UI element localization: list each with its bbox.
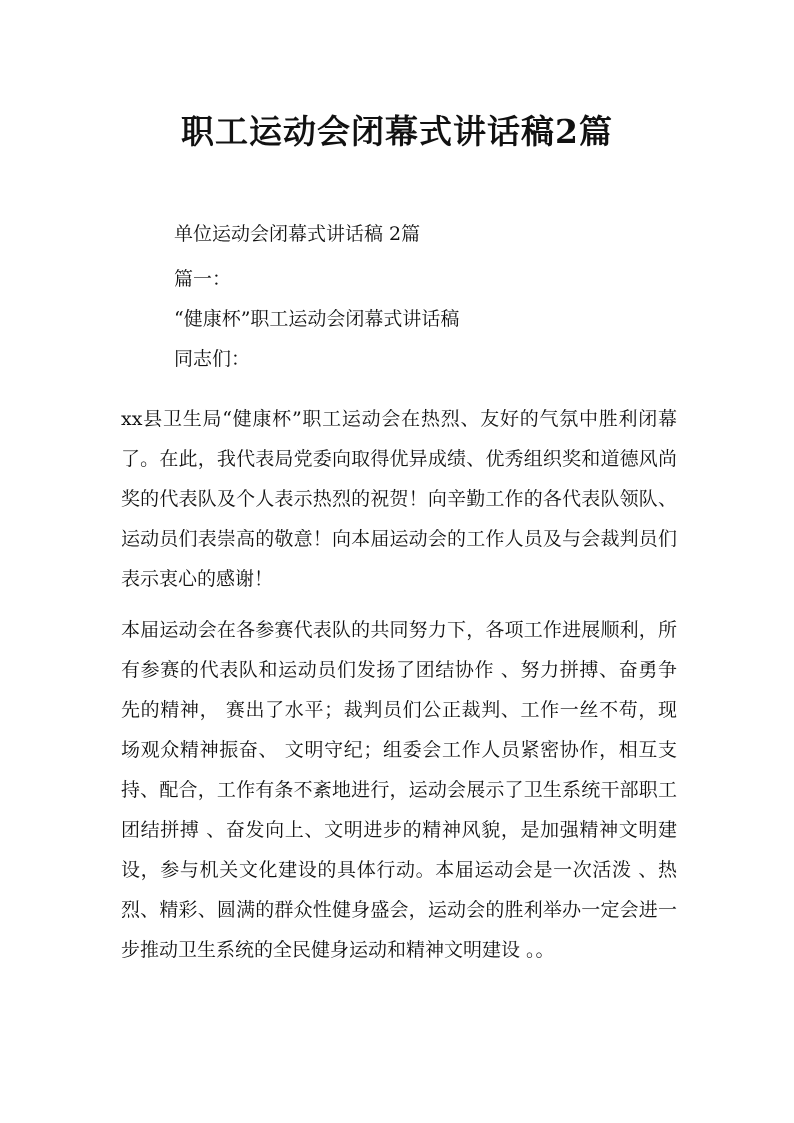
body-paragraph-1: xx县卫生局“健康杯”职工运动会在热烈、友好的气氛中胜利闭幕了。在此，我代表局党委向取得优异成绩、优秀组织奖和道德风尚奖的代表队及个人表示热烈的祝贺！向辛勤工作的各代表队领队、运动员们表崇高的敬意！向本届运动会的工作人员及与会裁判员们表示衷心的感谢！	[121, 408, 677, 590]
body-paragraph-2: 本届运动会在各参赛代表队的共同努力下，各项工作进展顺利，所有参赛的代表队和运动员们发扬了团结协作 、努力拼搏、奋勇争先的精神， 赛出了水平；裁判员们公正裁判、工作一丝不苟，现场观众精神振奋、 文明守纪；组委会工作人员紧密协作，相互支持、配合，工作有条不紊地进行，运动会展示了卫生系统干部职工团结拼搏 、奋发向上、文明进步的精神风貌，是加强精神文明建设，参与机关文化建设的具体行动。本届运动会是一次活泼 、热烈、精彩、圆满的群众性健身盛会，运动会的胜利举办一定会进一步推动卫生系统的全民健身运动和精神文明建设 。。	[121, 619, 677, 961]
part-label: 篇一：	[174, 268, 232, 290]
document-title: 职工运动会闭幕式讲话稿2篇	[181, 112, 613, 151]
speech-title: “健康杯”职工运动会闭幕式讲话稿	[174, 308, 460, 330]
salutation: 同志们：	[174, 348, 251, 370]
document-subtitle: 单位运动会闭幕式讲话稿 2篇	[174, 223, 421, 245]
